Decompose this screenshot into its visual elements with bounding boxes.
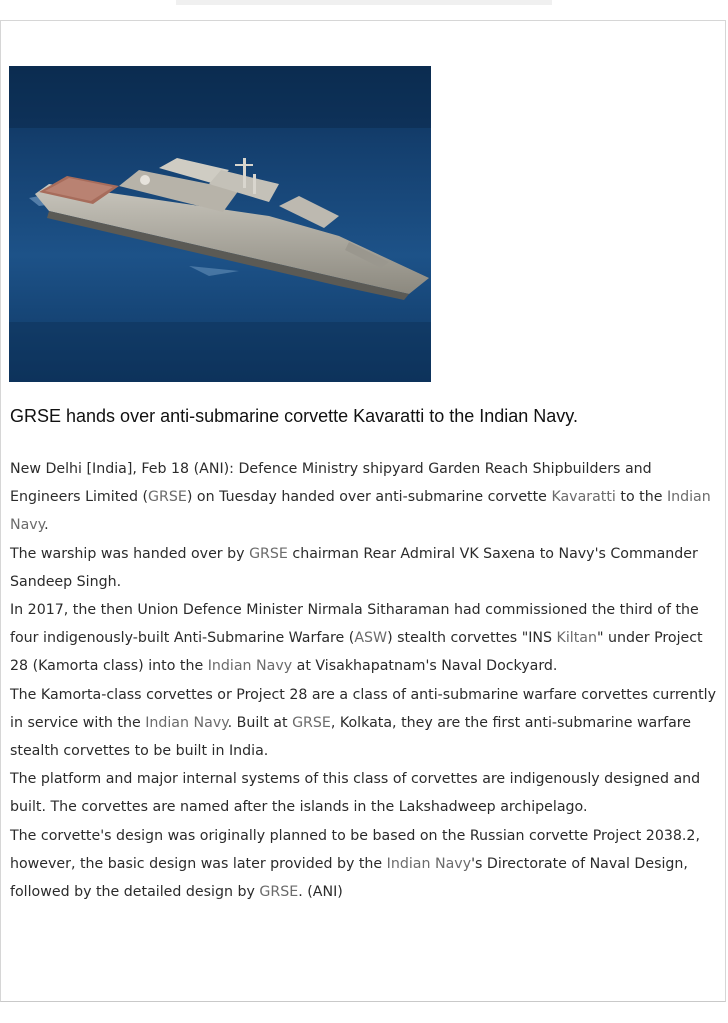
article-paragraph [10,596,716,681]
photo-caption: GRSE hands over anti-submarine corvette Kavaratti to the Indian Navy. [10,406,578,426]
article-text: at Visakhapatnam's Naval Dockyard. [292,658,558,675]
article-text: New Delhi [India], Feb 18 (ANI): Defence Ministry shipyard Garden Reach Shipbuilders and Engineers Limited ( [10,461,652,506]
article-text: . (ANI) [298,884,343,901]
article-text: ) stealth corvettes "INS [387,630,557,647]
article-link[interactable]: Kavaratti [551,489,616,506]
article-paragraph [10,455,716,540]
article-text: 's Directorate of Naval Design, followed by the detailed design by [10,855,688,901]
article-text: ) on Tuesday handed over anti-submarine corvette [186,489,552,506]
article-text: The corvette's design was originally planned to be based on the Russian corvette Project 2038.2, however, the basic design was later provided by the [10,827,700,872]
article-link[interactable]: Kiltan [556,630,597,647]
article-paragraph [10,822,716,907]
article-link[interactable]: Indian Navy [145,714,228,731]
article-link[interactable]: GRSE [259,884,299,901]
article-text: The Kamorta-class corvettes or Project 28 are a class of anti-submarine warfare corvettes currently in service with the [10,686,716,731]
article-text: " under Project 28 (Kamorta class) into the [10,630,703,675]
article-text: In 2017, the then Union Defence Minister Nirmala Sitharaman had commissioned the third of the four indigenously-built Anti-Submarine Warfare ( [10,602,699,647]
article-text: , Kolkata, they are the first anti-submarine warfare stealth corvettes to be built in India. [10,714,692,760]
article-text: chairman Rear Admiral VK Saxena to Navy's Commander Sandeep Singh. [10,545,698,590]
article-link[interactable]: GRSE [292,714,331,731]
top-divider [176,0,552,5]
article-paragraph [10,765,716,821]
article-link[interactable]: GRSE [148,489,187,506]
article-paragraph [10,540,716,596]
article-text: The platform and major internal systems of this class of corvettes are indigenously designed and built. The corvettes are named after the islands in the Lakshadweep archipelago. [10,771,701,816]
ship-photo [9,66,431,382]
article-link[interactable]: GRSE [249,545,288,562]
article-paragraph [10,681,716,766]
article-text: The warship was handed over by [10,545,250,562]
article-text: to the [615,489,667,506]
article-link[interactable]: Indian Navy [207,658,293,675]
article-link[interactable]: Indian Navy [10,489,711,534]
article-body [10,455,716,906]
article-text: . [44,517,49,534]
article-link[interactable]: Indian Navy [386,855,472,872]
article-text: . Built at [227,714,293,731]
article-link[interactable]: ASW [354,630,388,647]
